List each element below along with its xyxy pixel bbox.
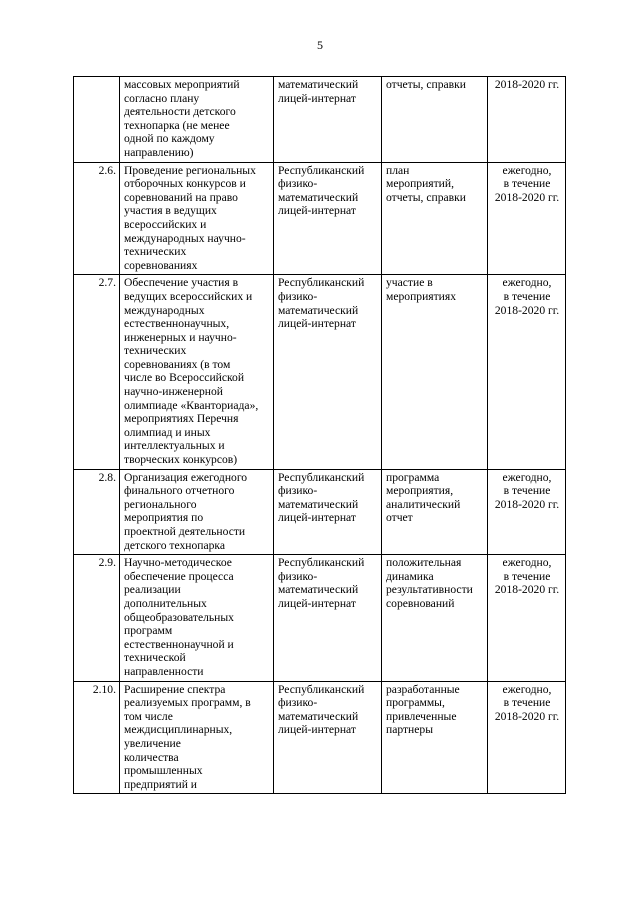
executor-cell: Республиканский физико- математический лицей-интернат bbox=[274, 555, 382, 681]
activity-cell: Научно-методическое обеспечение процесса реализации дополнительных общеобразовательных программ естественнонаучной и технической направленности bbox=[120, 555, 274, 681]
result-cell: участие в мероприятиях bbox=[382, 275, 488, 469]
row-number-cell: 2.6. bbox=[74, 162, 120, 275]
table-row bbox=[74, 77, 566, 163]
executor-cell: Республиканский физико- математический лицей-интернат bbox=[274, 275, 382, 469]
executor-cell: Республиканский физико- математический лицей-интернат bbox=[274, 469, 382, 555]
table-row bbox=[74, 275, 566, 469]
executor-cell: Республиканский физико- математический лицей-интернат bbox=[274, 681, 382, 794]
activity-cell: массовых мероприятий согласно плану деятельности детского технопарка (не менее одной по каждому направлению) bbox=[120, 77, 274, 163]
activity-cell: Проведение региональных отборочных конкурсов и соревнований на право участия в ведущих всероссийских и международных научно- технических соревнованиях bbox=[120, 162, 274, 275]
table-row bbox=[74, 162, 566, 275]
executor-cell: математический лицей-интернат bbox=[274, 77, 382, 163]
table-row bbox=[74, 555, 566, 681]
page-number: 5 bbox=[317, 38, 323, 52]
row-number-cell bbox=[74, 77, 120, 163]
row-number-cell: 2.9. bbox=[74, 555, 120, 681]
activity-plan-table bbox=[73, 76, 566, 794]
result-cell: план мероприятий, отчеты, справки bbox=[382, 162, 488, 275]
table-row bbox=[74, 469, 566, 555]
table-row bbox=[74, 681, 566, 794]
row-number-cell: 2.8. bbox=[74, 469, 120, 555]
activity-cell: Обеспечение участия в ведущих всероссийских и международных естественнонаучных, инженерных и научно- технических соревнованиях (в том числе во Всероссийской научно-инженерной олимпиаде «Кванториада», мероприятиях Перечня олимпиад и иных интеллектуальных и творческих конкурсов) bbox=[120, 275, 274, 469]
executor-cell: Республиканский физико- математический лицей-интернат bbox=[274, 162, 382, 275]
result-cell: отчеты, справки bbox=[382, 77, 488, 163]
row-number-cell: 2.10. bbox=[74, 681, 120, 794]
result-cell: программа мероприятия, аналитический отчет bbox=[382, 469, 488, 555]
activity-cell: Организация ежегодного финального отчетного регионального мероприятия по проектной деятельности детского технопарка bbox=[120, 469, 274, 555]
term-cell: ежегодно, в течение 2018-2020 гг. bbox=[488, 162, 566, 275]
term-cell: 2018-2020 гг. bbox=[488, 77, 566, 163]
activity-cell: Расширение спектра реализуемых программ, в том числе междисциплинарных, увеличение количества промышленных предприятий и bbox=[120, 681, 274, 794]
term-cell: ежегодно, в течение 2018-2020 гг. bbox=[488, 681, 566, 794]
term-cell: ежегодно, в течение 2018-2020 гг. bbox=[488, 469, 566, 555]
result-cell: положительная динамика результативности соревнований bbox=[382, 555, 488, 681]
term-cell: ежегодно, в течение 2018-2020 гг. bbox=[488, 555, 566, 681]
row-number-cell: 2.7. bbox=[74, 275, 120, 469]
result-cell: разработанные программы, привлеченные партнеры bbox=[382, 681, 488, 794]
term-cell: ежегодно, в течение 2018-2020 гг. bbox=[488, 275, 566, 469]
